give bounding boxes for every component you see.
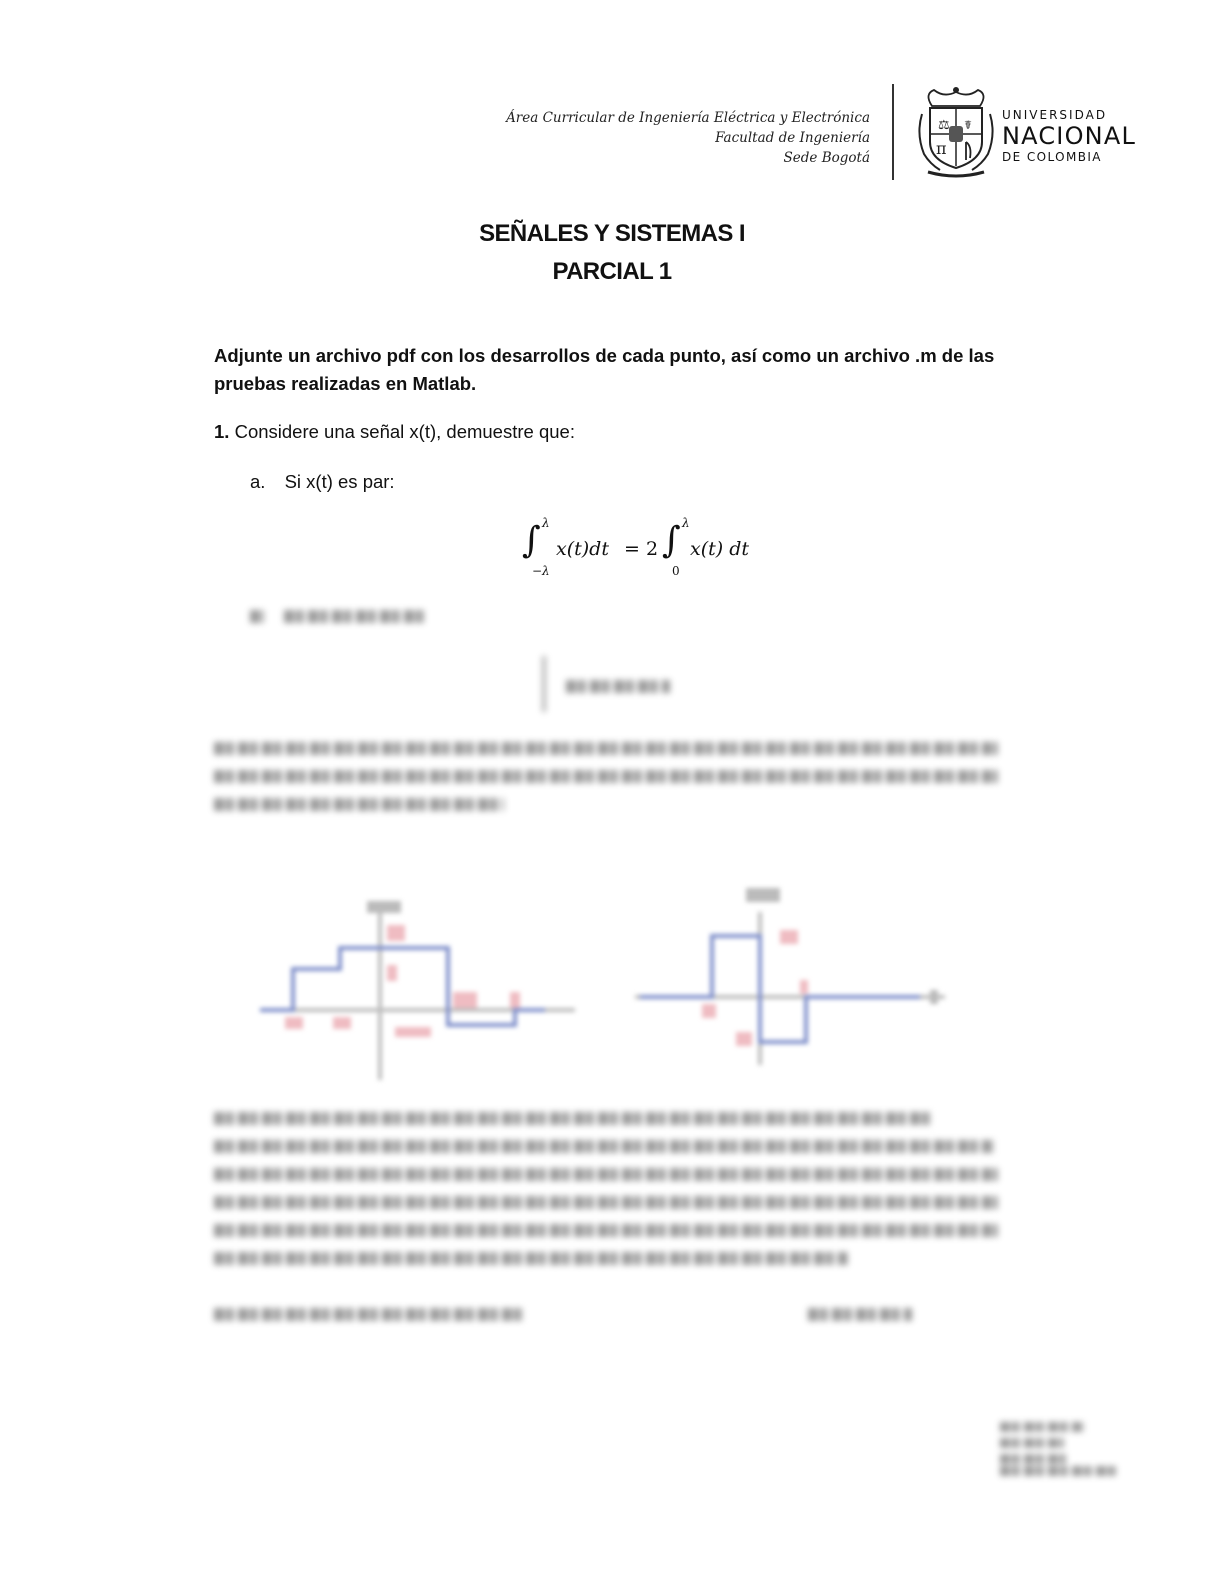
integral-sign-rhs: ∫ — [662, 520, 681, 561]
header-line-area: Área Curricular de Ingeniería Eléctrica y Electrónica — [506, 110, 870, 126]
svg-text:☤: ☤ — [964, 118, 973, 132]
instructions: Adjunte un archivo pdf con los desarrollos de cada punto, así como un archivo .m de las pruebas realizadas en Matlab. — [214, 345, 995, 394]
graph-2-label — [800, 980, 808, 994]
graph-1-label — [285, 1017, 303, 1029]
integral-sign-lhs: ∫ — [522, 520, 541, 561]
blurred-item-b — [250, 606, 430, 626]
graph-2-label — [780, 930, 798, 944]
blurred-footer-stamp — [1000, 1420, 1120, 1478]
graph-2-label — [702, 1004, 716, 1018]
svg-text:π: π — [936, 139, 947, 158]
signal-graph-1 — [255, 895, 585, 1085]
item-a — [250, 468, 1040, 496]
rhs-integrand: x(t) dt — [690, 538, 750, 560]
lhs-lower-limit: −λ — [532, 564, 550, 578]
header-line-campus: Sede Bogotá — [783, 150, 870, 166]
graph-2-signal — [640, 936, 920, 1042]
graph-1-signal — [260, 948, 545, 1025]
university-logo-text — [1002, 108, 1136, 164]
svg-text:⚖: ⚖ — [938, 118, 950, 133]
graph-1-label — [333, 1017, 351, 1029]
graph-1-label — [387, 965, 397, 981]
graph-1-title-blur — [367, 901, 401, 913]
lhs-upper-limit: λ — [542, 516, 550, 530]
equals-two: = 2 — [624, 538, 659, 560]
graph-2-label — [736, 1032, 752, 1046]
equation-even — [522, 516, 782, 586]
university-seal-icon — [914, 84, 998, 180]
blurred-question-3 — [214, 1108, 1004, 1273]
header-line-faculty: Facultad de Ingeniería — [715, 130, 870, 146]
blurred-equation-odd — [538, 656, 678, 716]
blurred-signal-definition — [214, 1304, 914, 1328]
course-title: SEÑALES Y SISTEMAS I — [479, 220, 745, 247]
signal-graph-2 — [630, 880, 950, 1070]
rhs-upper-limit: λ — [682, 516, 690, 530]
graph-2-title-blur — [746, 888, 780, 902]
graph-1-label — [387, 925, 405, 941]
question-1 — [214, 418, 1004, 446]
rhs-lower-limit: 0 — [672, 564, 680, 578]
graph-2-axis-label — [930, 990, 938, 1004]
lhs-integrand: x(t)dt — [556, 538, 609, 560]
header-divider — [892, 84, 894, 180]
item-a-label: a. — [250, 471, 266, 492]
graph-1-label — [453, 992, 477, 1008]
logo-line-universidad: UNIVERSIDAD — [1002, 108, 1108, 122]
question-1-text: Considere una señal x(t), demuestre que: — [234, 421, 575, 442]
blurred-question-2 — [214, 738, 1004, 818]
question-1-number: 1. — [214, 421, 230, 442]
exam-title: PARCIAL 1 — [552, 258, 672, 285]
graph-1-label — [395, 1027, 431, 1037]
graph-1-label — [510, 992, 520, 1008]
item-a-text: Si x(t) es par: — [284, 471, 395, 492]
department-header — [506, 108, 870, 168]
logo-line-nacional: NACIONAL — [1002, 122, 1137, 150]
logo-line-colombia: DE COLOMBIA — [1002, 150, 1102, 164]
